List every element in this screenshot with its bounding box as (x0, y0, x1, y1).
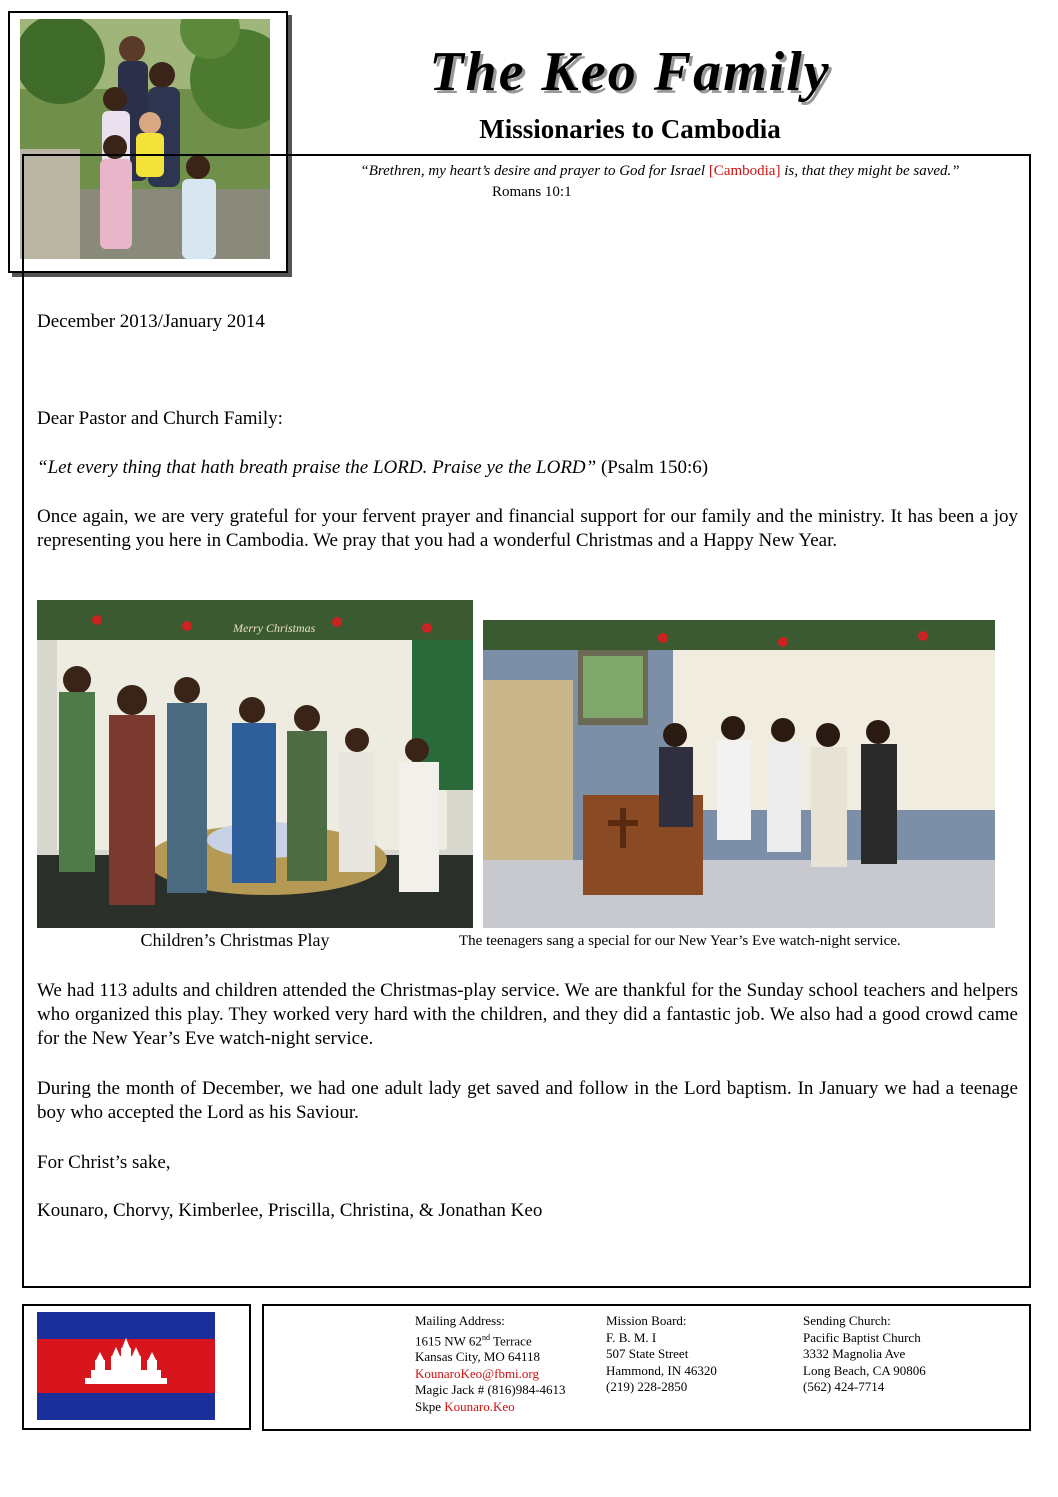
newsletter-title: The Keo Family (429, 41, 831, 103)
letter-date: December 2013/January 2014 (37, 311, 265, 332)
letter-greeting: Dear Pastor and Church Family: (37, 408, 283, 429)
verse-highlight: [Cambodia] (708, 163, 781, 179)
letter-paragraph-1: Once again, we are very grateful for your fervent prayer and financial support for our family and the ministry. It has been a joy representing you here in Cambodia. We pray that you had a wonderful Christmas and a Happy New Year. (37, 506, 1018, 551)
mailing-heading: Mailing Address: (415, 1313, 505, 1328)
board-city: Hammond, IN 46320 (606, 1362, 717, 1378)
verse-text: “Brethren, my heart’s desire and prayer to God for Israel (360, 163, 709, 179)
mailing-street: 1615 NW 62nd Terrace (415, 1332, 532, 1348)
header-verse (300, 163, 1020, 180)
merry-christmas-banner: Merry Christmas (233, 621, 316, 635)
verse-text-end: is, that they might be saved.” (780, 163, 960, 179)
skype-handle[interactable]: Kounaro.Keo (444, 1398, 515, 1414)
church-city: Long Beach, CA 90806 (803, 1362, 926, 1378)
letter-paragraph-3: During the month of December, we had one adult lady get saved and follow in the Lord baptism. In January we had a teenage boy who accepted the Lord as his Saviour. (37, 1078, 1018, 1123)
board-phone: (219) 228-2850 (606, 1379, 688, 1394)
church-name: Pacific Baptist Church (803, 1329, 921, 1345)
board-heading: Mission Board: (606, 1313, 687, 1328)
letter-signature: Kounaro, Chorvy, Kimberlee, Priscilla, Christina, & Jonathan Keo (37, 1200, 543, 1221)
quote-text: “Let every thing that hath breath praise the LORD. Praise ye the LORD” (37, 457, 597, 478)
church-heading: Sending Church: (803, 1313, 891, 1328)
new-years-eve-photo (483, 620, 995, 928)
letter-quote (37, 456, 708, 480)
skype: Skpe Kounaro.Keo (415, 1398, 515, 1414)
newsletter-subtitle: Missionaries to Cambodia (479, 114, 781, 144)
sending-church (803, 1313, 926, 1396)
christmas-play-caption: Children’s Christmas Play (140, 930, 330, 950)
church-street: 3332 Magnolia Ave (803, 1346, 906, 1361)
quote-reference: (Psalm 150:6) (596, 457, 709, 478)
mailing-phone: Magic Jack # (816)984-4613 (415, 1382, 566, 1398)
board-name: F. B. M. I (606, 1329, 657, 1345)
letter-closing: For Christ’s sake, (37, 1152, 171, 1173)
new-years-eve-caption: The teenagers sang a special for our New Year’s Eve watch-night service. (459, 933, 901, 949)
verse-reference: Romans 10:1 (492, 184, 572, 200)
mailing-address (415, 1313, 566, 1415)
letter-paragraph-2: We had 113 adults and children attended the Christmas-play service. We are thankful for the Sunday school teachers and helpers who organized this play. They worked very hard with the children, and they did a fantastic job. We also had a good crowd came for the New Year’s Eve watch-night service. (37, 980, 1018, 1049)
church-phone: (562) 424-7714 (803, 1379, 885, 1394)
email-link[interactable]: KounaroKeo@fbmi.org (415, 1365, 540, 1381)
board-street: 507 State Street (606, 1346, 689, 1361)
mission-board (606, 1313, 717, 1396)
christmas-play-photo (37, 600, 473, 928)
cambodia-flag (37, 1312, 215, 1425)
mailing-city: Kansas City, MO 64118 (415, 1349, 541, 1365)
